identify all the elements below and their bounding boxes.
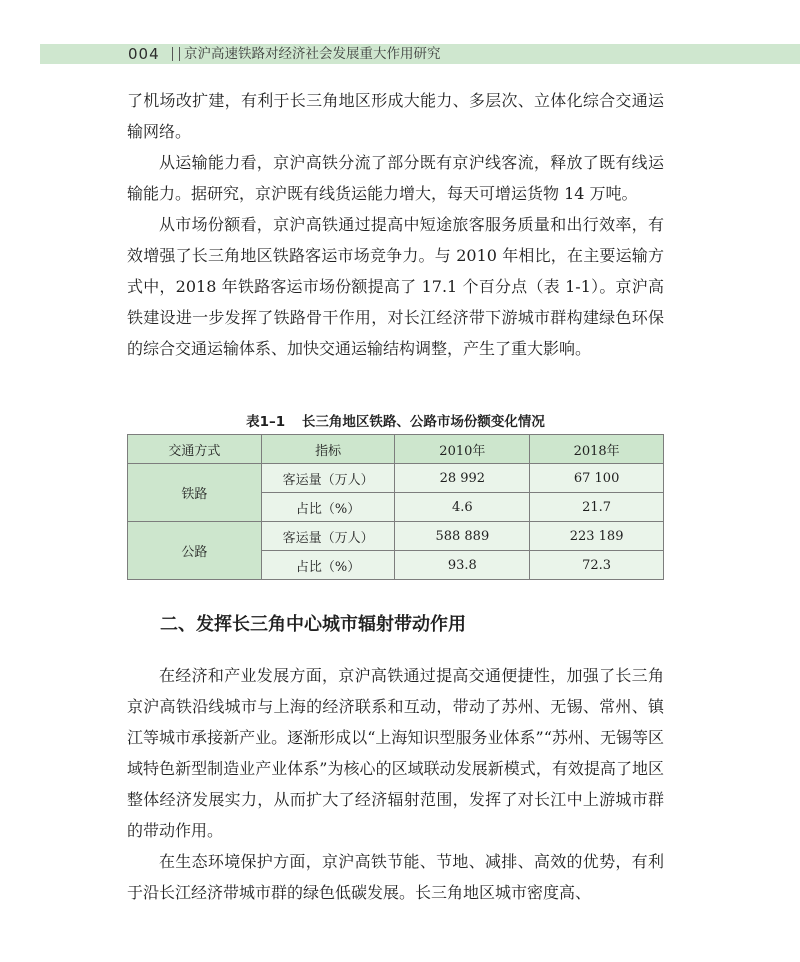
indicator-cell: 占比（%） — [261, 493, 395, 522]
header-divider — [172, 47, 180, 61]
value-2018-cell: 67 100 — [530, 464, 664, 493]
page-number: 004 — [128, 45, 160, 63]
paragraph-market-share: 从市场份额看，京沪高铁通过提高中短途旅客服务质量和出行效率，有效增强了长三角地区铁路客运市场竞争力。与 2010 年相比，在主要运输方式中，2018 年铁路客运市场份额提高了 17.1 个百分点（表 1-1）。京沪高铁建设进一步发挥了铁路骨干作用，对长江经济带下游城市群构建绿色环保的综合交通运输体系、加快交通运输结构调整，产生了重大影响。 — [127, 215, 664, 358]
value-2010-cell: 28 992 — [395, 464, 530, 493]
section-heading: 二、发挥长三角中心城市辐射带动作用 — [160, 614, 466, 635]
table-header-row — [128, 435, 664, 464]
table-row — [128, 522, 664, 551]
table-header-cell: 2018年 — [530, 435, 664, 464]
table-caption — [127, 410, 664, 430]
market-share-table — [127, 434, 664, 580]
paragraph-continuation: 了机场改扩建，有利于长三角地区形成大能力、多层次、立体化综合交通运输网络。 — [127, 91, 664, 141]
paragraph-economic-development: 在经济和产业发展方面，京沪高铁通过提高交通便捷性，加强了长三角京沪高铁沿线城市与上海的经济联系和互动，带动了苏州、无锡、常州、镇江等城市承接新产业。逐渐形成以“上海知识型服务业体系”“苏州、无锡等区域特色新型制造业产业体系”为核心的区域联动发展新模式，有效提高了地区整体经济发展实力，从而扩大了经济辐射范围，发挥了对长江中上游城市群的带动作用。 — [127, 666, 664, 840]
table-header-cell: 交通方式 — [128, 435, 262, 464]
table-header-cell: 指标 — [261, 435, 395, 464]
value-2018-cell: 21.7 — [530, 493, 664, 522]
paragraph-ecological-protection: 在生态环境保护方面，京沪高铁节能、节地、减排、高效的优势，有利于沿长江经济带城市群的绿色低碳发展。长三角地区城市密度高、 — [127, 852, 664, 902]
value-2010-cell: 4.6 — [395, 493, 530, 522]
indicator-cell: 占比（%） — [261, 551, 395, 580]
value-2010-cell: 93.8 — [395, 551, 530, 580]
transport-mode-cell: 铁路 — [128, 464, 262, 522]
table-header-cell: 2010年 — [395, 435, 530, 464]
running-title: 京沪高速铁路对经济社会发展重大作用研究 — [184, 46, 441, 62]
value-2018-cell: 72.3 — [530, 551, 664, 580]
value-2018-cell: 223 189 — [530, 522, 664, 551]
table-row — [128, 464, 664, 493]
indicator-cell: 客运量（万人） — [261, 522, 395, 551]
value-2010-cell: 588 889 — [395, 522, 530, 551]
table-caption-number: 表1–1 — [246, 414, 286, 430]
indicator-cell: 客运量（万人） — [261, 464, 395, 493]
transport-mode-cell: 公路 — [128, 522, 262, 580]
table-caption-title: 长三角地区铁路、公路市场份额变化情况 — [301, 414, 545, 430]
paragraph-transport-capacity: 从运输能力看，京沪高铁分流了部分既有京沪线客流，释放了既有线运输能力。据研究，京沪既有线货运能力增大，每天可增运货物 14 万吨。 — [127, 153, 664, 203]
